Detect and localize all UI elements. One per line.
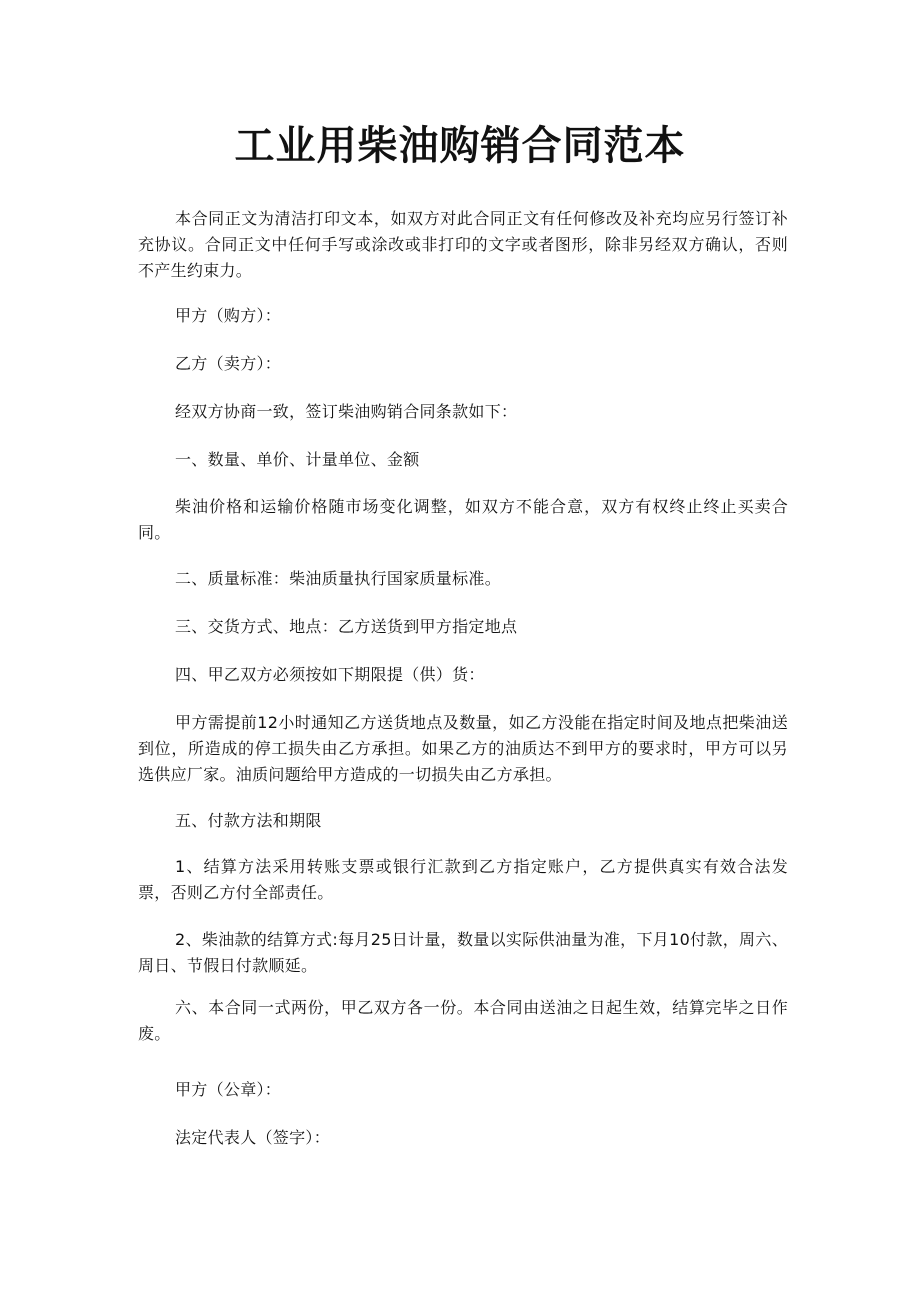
party-a-line: 甲方（购方）： <box>175 306 282 325</box>
clause-4-body: 甲方需提前12小时通知乙方送货地点及数量，如乙方没能在指定时间及地点把柴油送到位，所造成的停工损失由乙方承担。如果乙方的油质达不到甲方的要求时，甲方可以另选供应厂家。油质问题给甲方造成的一切损失由乙方承担。 <box>138 713 788 784</box>
legal-representative-line: 法定代表人（签字）： <box>175 1128 331 1147</box>
clause-1-body: 柴油价格和运输价格随市场变化调整，如双方不能合意，双方有权终止终止买卖合同。 <box>138 497 788 542</box>
clause-6: 六、本合同一式两份，甲乙双方各一份。本合同由送油之日起生效，结算完毕之日作废。 <box>138 998 788 1043</box>
payment-item-1: 1、结算方法采用转账支票或银行汇款到乙方指定账户，乙方提供真实有效合法发票，否则乙方付全部责任。 <box>138 857 788 902</box>
clause-4-heading: 四、甲乙双方必须按如下期限提（供）货： <box>175 665 485 684</box>
document-title: 工业用柴油购销合同范本 <box>234 123 686 169</box>
agreement-intro: 经双方协商一致，签订柴油购销合同条款如下： <box>175 402 518 421</box>
clause-1-heading: 一、数量、单价、计量单位、金额 <box>175 450 420 469</box>
party-b-line: 乙方（卖方）： <box>175 354 282 373</box>
clause-5-heading: 五、付款方法和期限 <box>175 811 322 830</box>
clause-2: 二、质量标准：柴油质量执行国家质量标准。 <box>175 569 502 588</box>
clause-3: 三、交货方式、地点：乙方送货到甲方指定地点 <box>175 617 518 636</box>
intro-paragraph: 本合同正文为清洁打印文本，如双方对此合同正文有任何修改及补充均应另行签订补充协议。合同正文中任何手写或涂改或非打印的文字或者图形，除非另经双方确认，否则不产生约束力。 <box>138 209 788 280</box>
party-a-seal-line: 甲方（公章）： <box>175 1080 282 1099</box>
payment-item-2: 2、柴油款的结算方式:每月25日计量，数量以实际供油量为准，下月10付款，周六、周日、节假日付款顺延。 <box>138 930 788 975</box>
